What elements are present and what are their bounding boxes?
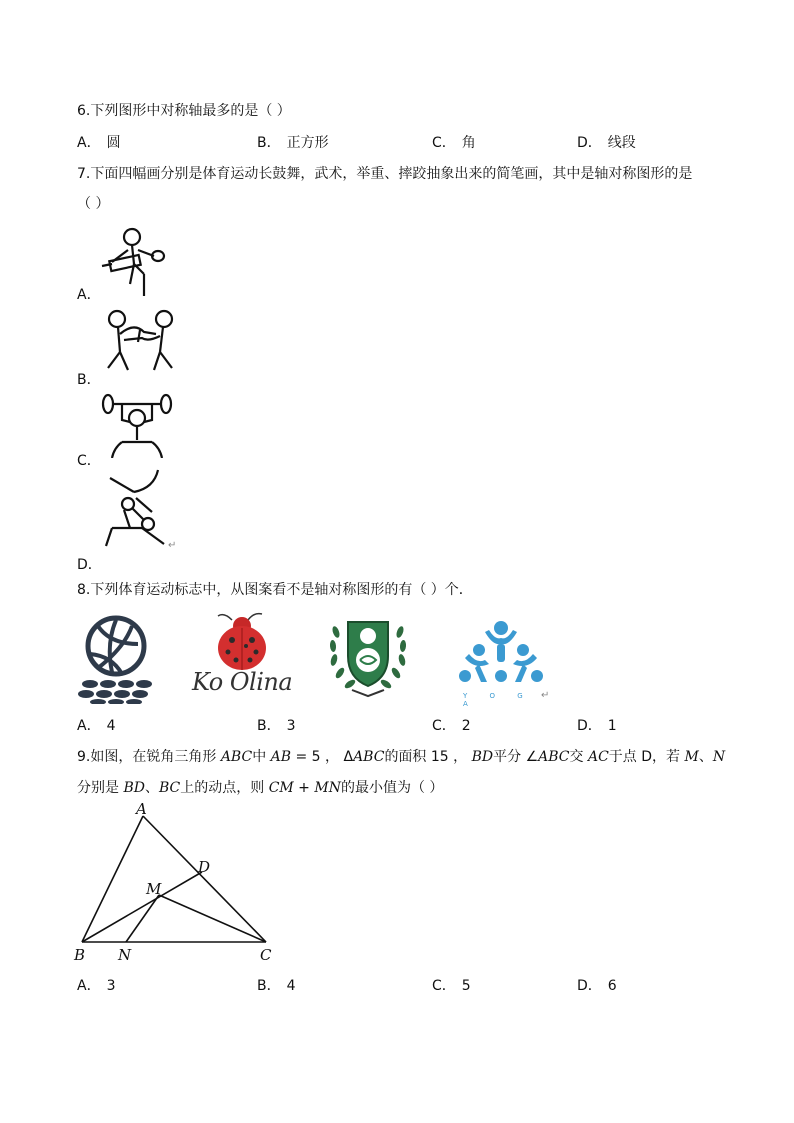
- wrestling-stick-figures-icon: [100, 468, 176, 552]
- q9-option-d[interactable]: D． 6: [577, 978, 617, 994]
- q7-option-d[interactable]: D．: [77, 557, 102, 573]
- q6-option-b[interactable]: B． 正方形: [257, 135, 329, 151]
- label-n: N: [118, 946, 132, 964]
- label-c: C: [260, 946, 272, 964]
- q8-option-b[interactable]: B． 3: [257, 718, 296, 734]
- martial-arts-stick-figures-icon: [104, 308, 178, 374]
- q7-stem-line2: （ ）: [77, 196, 110, 212]
- q8-option-d[interactable]: D． 1: [577, 718, 617, 734]
- q7-option-a[interactable]: A．: [77, 287, 101, 303]
- triangle-figure: [70, 802, 280, 970]
- volleyball-logo-icon: [76, 612, 156, 704]
- q9-option-a[interactable]: A． 3: [77, 978, 116, 994]
- edge-ab: [82, 816, 143, 942]
- q9-stem-line2: 分别是 BD、BC上的动点，则 CM + MN的最小值为（ ）: [77, 780, 444, 796]
- q7-option-c[interactable]: C．: [77, 453, 101, 469]
- segment-bd: [82, 872, 202, 942]
- q6-option-c[interactable]: C． 角: [432, 135, 476, 151]
- q9-option-c[interactable]: C． 5: [432, 978, 471, 994]
- q8-option-a[interactable]: A． 4: [77, 718, 116, 734]
- yoga-logo-icon: [455, 620, 547, 690]
- label-a: A: [136, 802, 147, 818]
- return-mark: ↵: [541, 690, 550, 701]
- laurel-wreath-logo-icon: [326, 612, 410, 698]
- ladybug-logo: [192, 610, 296, 702]
- segment-cm: [159, 895, 266, 942]
- q8-stem: 8.下列体育运动标志中，从图案看不是轴对称图形的有（ ）个．: [77, 582, 473, 598]
- label-b: B: [74, 946, 86, 964]
- q6-option-d[interactable]: D． 线段: [577, 135, 636, 151]
- q9-stem-line1: 9.如图，在锐角三角形 ABC中 AB = 5 ， ΔABC的面积 15 ， BD平分 ∠ABC交 AC于点 D，若 M、N: [77, 749, 726, 765]
- drum-dance-stick-figure-icon: [98, 226, 168, 298]
- q6-stem: 6.下列图形中对称轴最多的是（ ）: [77, 103, 291, 119]
- ko-olina-caption: Ko Olina: [192, 668, 293, 696]
- q6-option-a[interactable]: A． 圆: [77, 135, 121, 151]
- q9-option-b[interactable]: B． 4: [257, 978, 296, 994]
- yoga-logo: [455, 620, 555, 708]
- label-m: M: [146, 880, 162, 898]
- svg-text:↵: ↵: [168, 540, 176, 551]
- yoga-caption: Y O G A: [463, 692, 533, 708]
- weightlifting-stick-figure-icon: [100, 390, 174, 458]
- label-d: D: [198, 858, 211, 876]
- edge-ac: [143, 816, 266, 942]
- q8-option-c[interactable]: C． 2: [432, 718, 471, 734]
- ladybug-logo-icon: [210, 610, 274, 672]
- q7-stem-line1: 7.下面四幅画分别是体育运动长鼓舞，武术，举重、摔跤抽象出来的简笔画，其中是轴对称图形的是: [77, 166, 693, 182]
- q7-option-b[interactable]: B．: [77, 372, 101, 388]
- segment-mn: [126, 895, 159, 942]
